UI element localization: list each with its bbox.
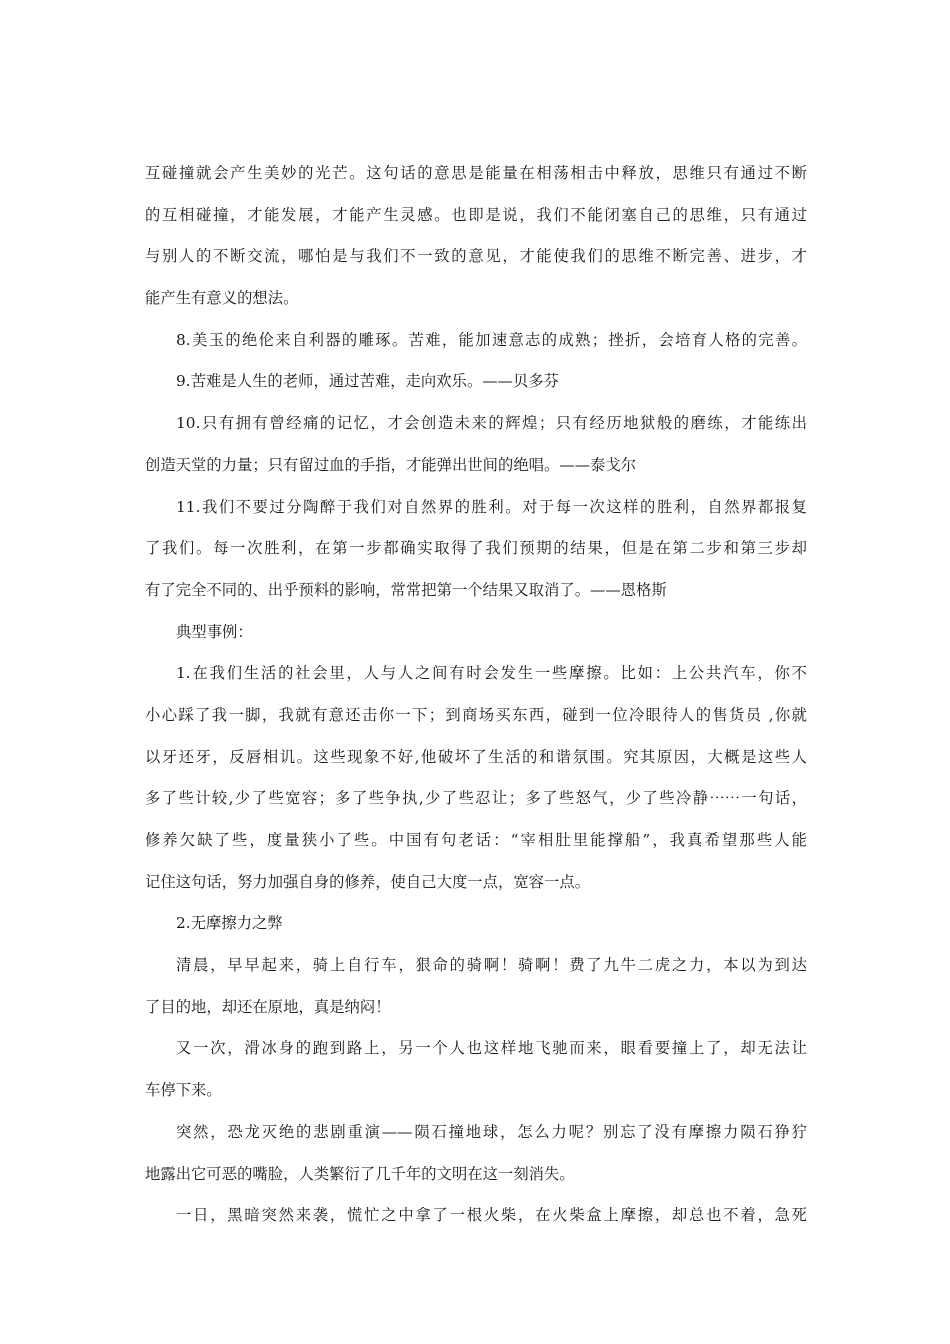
text-line: 地露出它可恶的嘴脸，人类繁衍了几千年的文明在这一刻消失。 bbox=[145, 1164, 575, 1183]
text-line: 了我们。每一次胜利，在第一步都确实取得了我们预期的结果，但是在第二步和第三步却 bbox=[145, 539, 807, 558]
text-line: 记住这句话，努力加强自身的修养，使自己大度一点，宽容一点。 bbox=[145, 872, 591, 891]
text-line: 有了完全不同的、出乎预料的影响，常常把第一个结果又取消了。——恩格斯 bbox=[145, 580, 667, 599]
text-line: 互碰撞就会产生美妙的光芒。这句话的意思是能量在相荡相击中释放，思维只有通过不断 bbox=[145, 164, 807, 182]
document-body bbox=[145, 153, 807, 1237]
text-line: 以牙还牙，反唇相讥。这些现象不好,他破坏了生活的和谐氛围。究其原因，大概是这些人 bbox=[145, 747, 807, 766]
text-line: 10.只有拥有曾经痛的记忆，才会创造未来的辉煌；只有经历地狱般的磨练，才能练出 bbox=[176, 414, 807, 433]
text-line: 创造天堂的力量；只有留过血的手指，才能弹出世间的绝唱。——泰戈尔 bbox=[145, 455, 637, 474]
text-line: 小心踩了我一脚，我就有意还击你一下；到商场买东西，碰到一位冷眼待人的售货员 ,你就 bbox=[145, 705, 807, 724]
text-line: 了目的地，却还在原地，真是纳闷！ bbox=[145, 997, 391, 1016]
text-line: 11.我们不要过分陶醉于我们对自然界的胜利。对于每一次这样的胜利，自然界都报复 bbox=[176, 497, 807, 516]
text-line: 1.在我们生活的社会里，人与人之间有时会发生一些摩擦。比如：上公共汽车，你不 bbox=[176, 664, 807, 683]
text-line: 车停下来。 bbox=[145, 1081, 222, 1100]
text-line: 修养欠缺了些，度量狭小了些。中国有句老话：“宰相肚里能撑船”，我真希望那些人能 bbox=[145, 831, 807, 849]
text-line: 的互相碰撞，才能发展，才能产生灵感。也即是说，我们不能闭塞自己的思维，只有通过 bbox=[145, 205, 807, 224]
text-line: 与别人的不断交流，哪怕是与我们不一致的意见，才能使我们的思维不断完善、进步，才 bbox=[145, 247, 807, 266]
text-line: 多了些计较,少了些宽容；多了些争执,少了些忍让；多了些怒气，少了些冷静⋯⋯一句话， bbox=[145, 789, 807, 808]
text-line: 清晨，早早起来，骑上自行车，狠命的骑啊！骑啊！费了九牛二虎之力，本以为到达 bbox=[176, 956, 807, 975]
text-line: 典型事例： bbox=[176, 622, 253, 641]
text-line: 8.美玉的绝伦来自利器的雕琢。苦难，能加速意志的成熟；挫折，会培育人格的完善。 bbox=[176, 330, 807, 349]
text-line: 9.苦难是人生的老师，通过苦难，走向欢乐。——贝多芬 bbox=[176, 372, 560, 391]
text-line: 一日，黑暗突然来袭，慌忙之中拿了一根火柴，在火柴盒上摩擦，却总也不着，急死 bbox=[176, 1206, 807, 1225]
text-line: 突然，恐龙灭绝的悲剧重演——陨石撞地球，怎么力呢？别忘了没有摩擦力陨石狰狞 bbox=[176, 1122, 807, 1141]
text-line: 又一次，滑冰身的跑到路上，另一个人也这样地飞驰而来，眼看要撞上了，却无法让 bbox=[176, 1039, 807, 1058]
text-line: 能产生有意义的想法。 bbox=[145, 289, 299, 308]
text-line: 2.无摩擦力之弊 bbox=[176, 914, 283, 933]
